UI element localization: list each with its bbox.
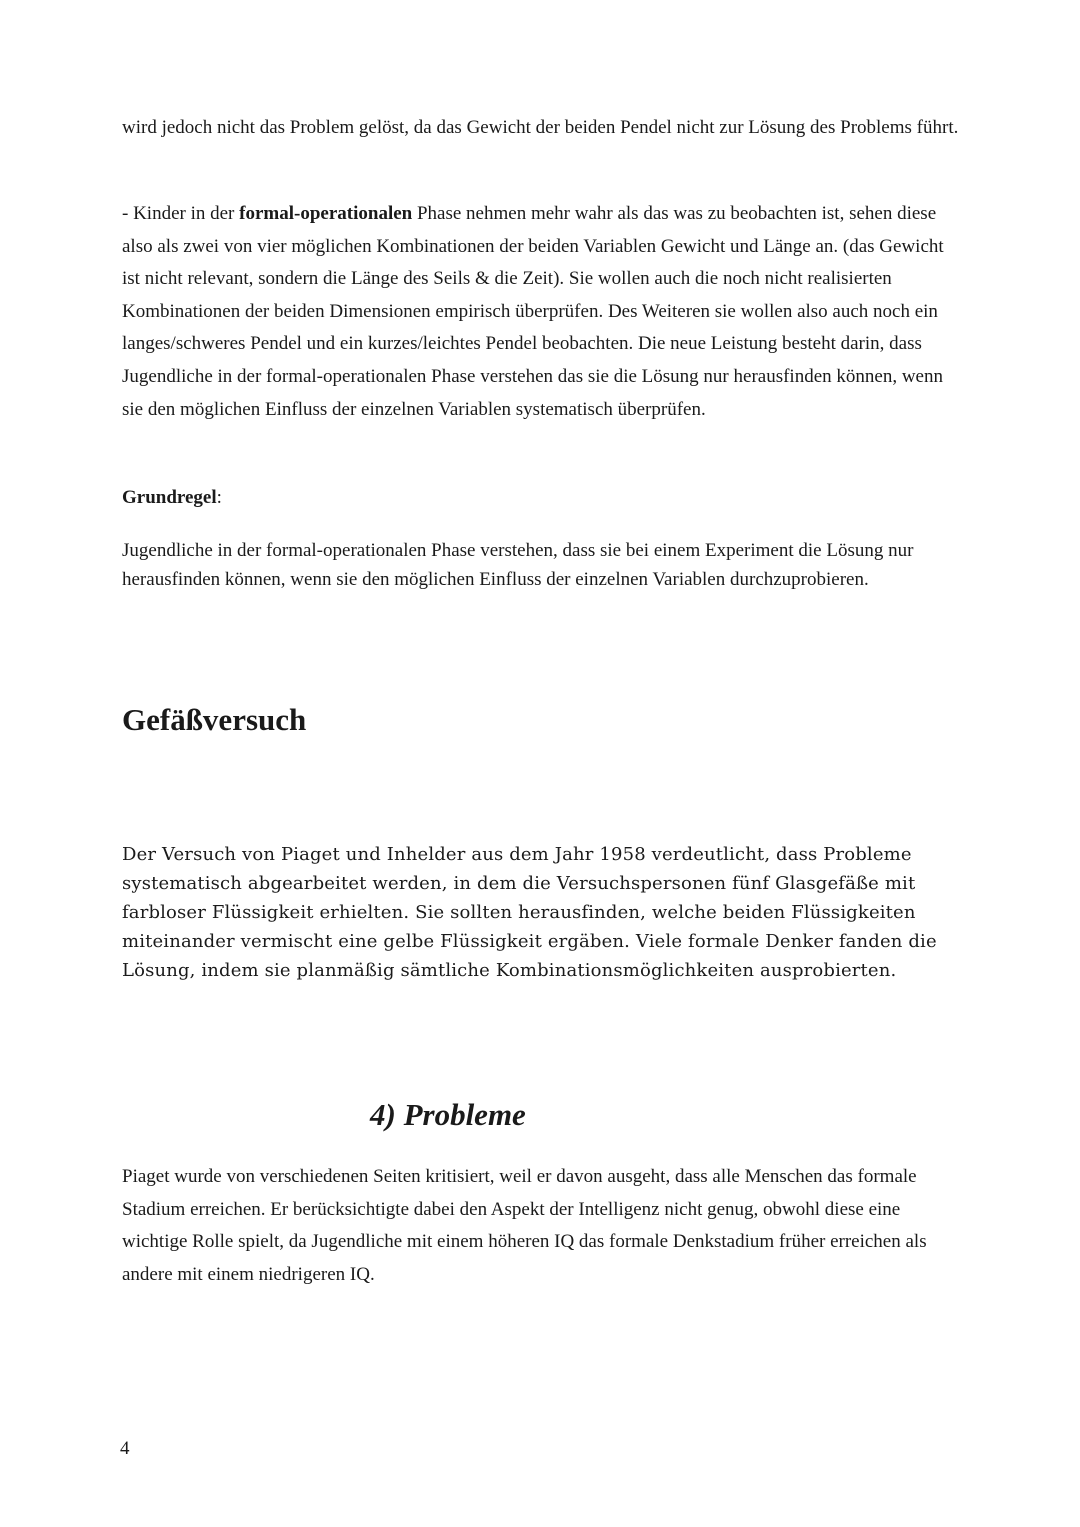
rule-heading [122,482,962,514]
rule-heading-colon: : [216,487,222,508]
paragraph-rule: Jugendliche in der formal-operationalen Phase verstehen, dass sie bei einem Experiment die Lösung nur herausfinden können, wenn sie den möglichen Einfluss der einzelnen Variablen durchzuprobieren. [122,540,914,590]
paragraph-formal-operational [122,198,962,426]
paragraph-pendel-conclusion: wird jedoch nicht das Problem gelöst, da das Gewicht der beiden Pendel nicht zur Lösung des Problems führt. [122,117,959,138]
paragraph-gefaessversuch: Der Versuch von Piaget und Inhelder aus dem Jahr 1958 verdeutlicht, dass Probleme systematisch abgearbeitet werden, in dem die Versuchspersonen fünf Glasgefäße mit farbloser Flüssigkeit erhielten. Sie sollten herausfinden, welche beiden Flüssigkeiten miteinander vermischt eine gelbe Flüssigkeit ergäben. Viele formale Denker fanden die Lösung, indem sie planmäßig sämtliche Kombinationsmöglichkeiten ausprobierten. [122,844,937,981]
paragraph-prefix: - Kinder in der [122,203,240,224]
rule-heading-label: Grundregel [122,487,217,508]
paragraph-rest: Phase nehmen mehr wahr als das was zu beobachten ist, sehen diese also als zwei von vier möglichen Kombinationen der beiden Variablen Gewicht und Länge an. (das Gewicht ist nicht relevant, sondern die Länge des Seils & die Zeit). Sie wollen auch die noch nicht realisierten Kombinationen der beiden Dimensionen empirisch überprüfen. Des Weiteren sie wollen also auch noch ein langes/schweres Pendel und ein kurzes/leichtes Pendel beobachten. Die neue Leistung besteht darin, dass Jugendliche in der formal-operationalen Phase verstehen das sie die Lösung nur herausfinden können, wenn sie den möglichen Einfluss der einzelnen Variablen systematisch überprüfen. [122,203,944,420]
page-number: 4 [120,1438,130,1459]
section-heading-probleme: 4) Probleme [370,1097,526,1132]
section-heading-gefaessversuch: Gefäßversuch [122,702,307,737]
bold-term: formal-operationalen [239,203,413,224]
paragraph-probleme: Piaget wurde von verschiedenen Seiten kritisiert, weil er davon ausgeht, dass alle Menschen das formale Stadium erreichen. Er berücksichtigte dabei den Aspekt der Intelligenz nicht genug, obwohl diese eine wichtige Rolle spielt, da Jugendliche mit einem höheren IQ das formale Denkstadium früher erreichen als andere mit einem niedrigeren IQ. [122,1166,927,1285]
